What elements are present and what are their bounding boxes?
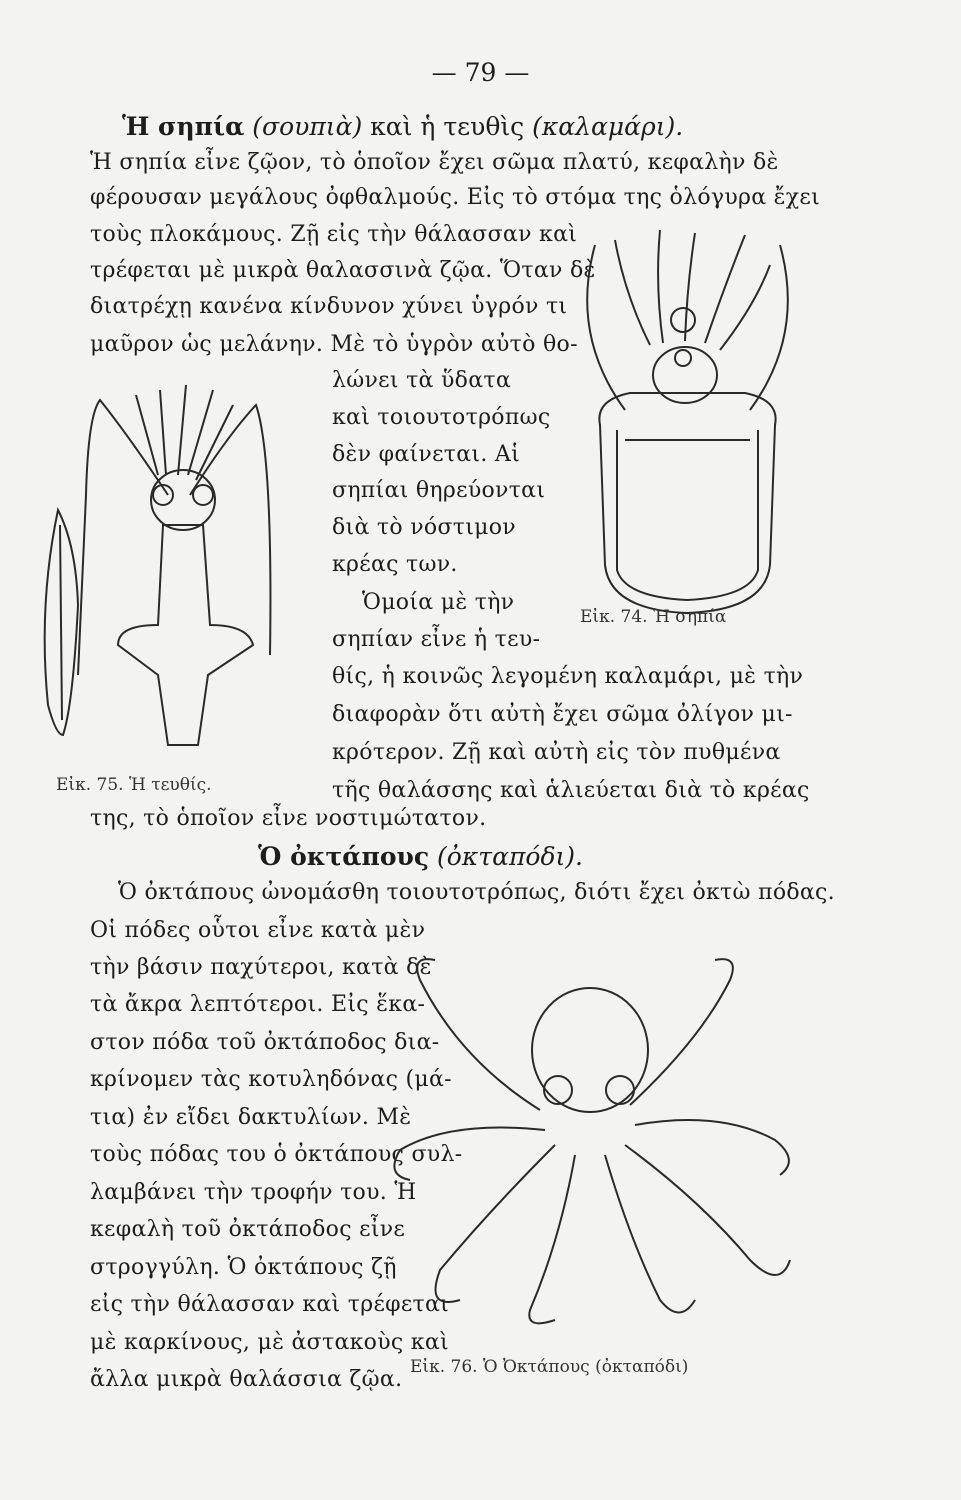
text-line: τῆς θαλάσσης καὶ ἁλιεύεται διὰ τὸ κρέας	[332, 778, 810, 803]
figure-caption: Εἰκ. 76. Ὁ Ὀκτάπους (ὀκταπόδι)	[410, 1357, 689, 1377]
text-line: λαμβάνει τὴν τροφήν του. Ἡ	[90, 1180, 417, 1205]
text-line: στον πόδα τοῦ ὀκτάποδος δια-	[90, 1030, 440, 1055]
heading-italic: (ὀκταπόδι).	[437, 842, 583, 871]
figure-caption: Εἰκ. 75. Ἡ τευθίς.	[56, 775, 212, 795]
squid-illustration	[18, 375, 283, 770]
text-line: Ἡ σηπία εἶνε ζῷον, τὸ ὁποῖον ἔχει σῶμα πλατύ, κεφαλὴν δὲ	[90, 150, 779, 175]
text-line: τοὺς πόδας του ὁ ὀκτάπους συλ-	[90, 1142, 463, 1167]
text-line: τὴν βάσιν παχύτεροι, κατὰ δὲ	[90, 955, 432, 980]
text-line: θίς, ἡ κοινῶς λεγομένη καλαμάρι, μὲ τὴν	[332, 664, 804, 689]
heading-bold: Ὁ ὀκτάπους	[258, 842, 430, 871]
text-line: στρογγύλη. Ὁ ὀκτάπους ζῇ	[90, 1255, 397, 1280]
text-line: δὲν φαίνεται. Αἱ	[332, 442, 521, 467]
text-line: Ὁμοία μὲ τὴν	[362, 590, 515, 615]
heading-middle: καὶ ἡ τευθὶς	[370, 112, 525, 141]
text-line: μαῦρον ὡς μελάνην. Μὲ τὸ ὑγρὸν αὐτὸ θο-	[90, 332, 578, 357]
heading-bold: Ἡ σηπία	[122, 112, 245, 141]
text-line: διατρέχῃ κανένα κίνδυνον χύνει ὑγρόν τι	[90, 294, 568, 319]
section-heading-octopus	[258, 842, 583, 871]
text-line: της, τὸ ὁποῖον εἶνε νοστιμώτατον.	[90, 806, 487, 831]
text-line: κεφαλὴ τοῦ ὀκτάποδος εἶνε	[90, 1217, 406, 1242]
text-line: κρέας των.	[332, 552, 458, 577]
text-line: φέρουσαν μεγάλους ὀφθαλμούς. Εἰς τὸ στόμα της ὁλόγυρα ἔχει	[90, 185, 821, 210]
octopus-illustration	[380, 940, 810, 1335]
text-line: ἄλλα μικρὰ θαλάσσια ζῷα.	[90, 1367, 403, 1392]
text-line: τια) ἐν εἴδει δακτυλίων. Μὲ	[90, 1105, 412, 1130]
text-line: Ὁ ὀκτάπους ὠνομάσθη τοιουτοτρόπως, διότι ἔχει ὀκτὼ πόδας.	[118, 880, 835, 905]
text-line: κρίνομεν τὰς κοτυληδόνας (μά-	[90, 1067, 452, 1092]
heading-italic: (σουπιὰ)	[252, 112, 363, 141]
text-line: τρέφεται μὲ μικρὰ θαλασσινὰ ζῷα. Ὅταν δὲ	[90, 258, 596, 283]
section-heading-cuttlefish	[122, 112, 683, 141]
text-line: διαφορὰν ὅτι αὐτὴ ἔχει σῶμα ὀλίγον μι-	[332, 702, 793, 727]
text-line: διὰ τὸ νόστιμον	[332, 515, 516, 540]
page-number: — 79 —	[431, 58, 530, 87]
text-line: σηπίαι θηρεύονται	[332, 478, 546, 503]
text-line: τὰ ἄκρα λεπτότεροι. Εἰς ἕκα-	[90, 992, 426, 1017]
cuttlefish-illustration	[555, 225, 820, 625]
text-line: τοὺς πλοκάμους. Ζῇ εἰς τὴν θάλασσαν καὶ	[90, 222, 578, 247]
text-line: μὲ καρκίνους, μὲ ἀστακοὺς καὶ	[90, 1330, 449, 1355]
text-line: κρότερον. Ζῇ καὶ αὐτὴ εἰς τὸν πυθμένα	[332, 740, 781, 765]
text-line: λώνει τὰ ὕδατα	[332, 368, 511, 393]
text-line: εἰς τὴν θάλασσαν καὶ τρέφεται	[90, 1292, 450, 1317]
text-line: σηπίαν εἶνε ἡ τευ-	[332, 627, 541, 652]
figure-caption: Εἰκ. 74. Ἡ σηπία	[580, 607, 727, 627]
heading-italic: (καλαμάρι).	[532, 112, 684, 141]
text-line: Οἱ πόδες οὗτοι εἶνε κατὰ μὲν	[90, 918, 426, 943]
text-line: καὶ τοιουτοτρόπως	[332, 405, 551, 430]
